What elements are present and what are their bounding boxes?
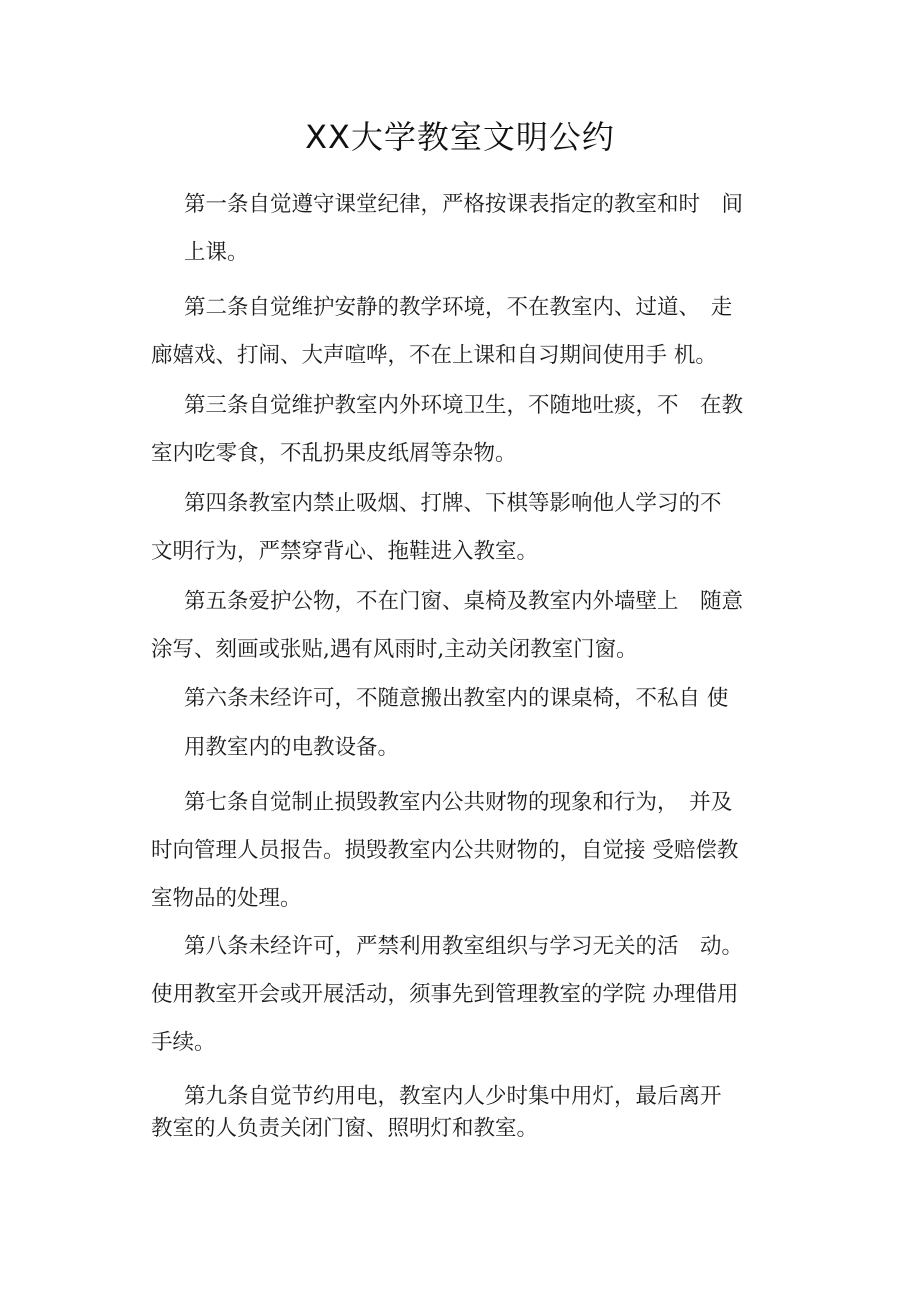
article-8-line-1: 第八条未经许可，严禁利用教室组织与学习无关的活 动。	[184, 934, 744, 959]
article-7-line-1: 第七条自觉制止损毁教室内公共财物的现象和行为， 并及	[184, 790, 733, 815]
article-8-line-3: 手续。	[151, 1030, 216, 1055]
article-2-line-1: 第二条自觉维护安静的教学环境，不在教室内、过道、 走	[184, 295, 733, 320]
article-6-line-2: 用教室内的电教设备。	[184, 735, 400, 760]
article-7-line-3: 室物品的处理。	[151, 886, 302, 911]
article-9-line-2: 教室的人负责关闭门窗、照明灯和教室。	[151, 1116, 539, 1141]
article-6-line-1: 第六条未经许可，不随意搬出教室内的课桌椅，不私自 使	[184, 686, 729, 711]
article-8-line-2: 使用教室开会或开展活动，须事先到管理教室的学院 办理借用	[151, 982, 739, 1007]
article-7-line-2: 时向管理人员报告。损毁教室内公共财物的，自觉接 受赔偿教	[151, 838, 739, 863]
article-9-line-1: 第九条自觉节约用电，教室内人少时集中用灯，最后离开	[184, 1084, 722, 1109]
article-3-line-1: 第三条自觉维护教室内外环境卫生，不随地吐痰，不 在教	[184, 393, 744, 418]
article-5-line-2: 涂写、刻画或张贴,遇有风雨时,主动关闭教室门窗。	[151, 637, 638, 662]
article-1-line-2: 上课。	[184, 240, 249, 265]
article-4-line-1: 第四条教室内禁止吸烟、打牌、下棋等影响他人学习的不	[184, 491, 722, 516]
article-1-line-1: 第一条自觉遵守课堂纪律，严格按课表指定的教室和时 间	[184, 192, 744, 217]
document-title: XX大学教室文明公约	[305, 118, 615, 156]
article-4-line-2: 文明行为，严禁穿背心、拖鞋进入教室。	[151, 539, 539, 564]
article-2-line-2: 廊嬉戏、打闹、大声喧哗，不在上课和自习期间使用手 机。	[151, 343, 717, 368]
article-5-line-1: 第五条爱护公物，不在门窗、桌椅及教室内外墙壁上 随意	[184, 589, 744, 614]
article-3-line-2: 室内吃零食，不乱扔果皮纸屑等杂物。	[151, 441, 517, 466]
